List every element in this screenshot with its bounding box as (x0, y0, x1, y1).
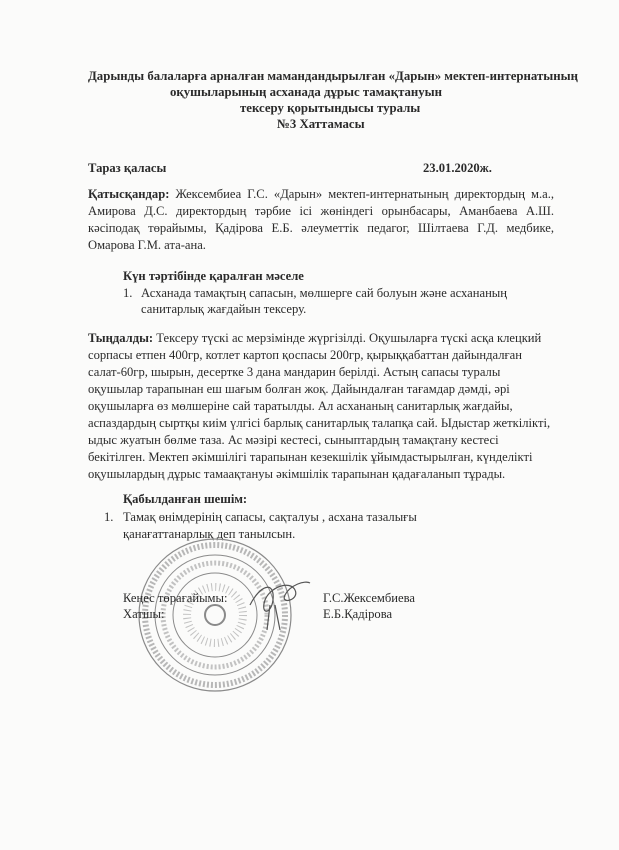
title-line-1: Дарынды балаларға арналған мамандандырылған «Дарын» мектеп-интернатының (88, 69, 578, 83)
participants-text: Жексембиеа Г.С. «Дарын» мектеп-интернатының директордың м.а., Амирова Д.С. директордың тәрбие ісі жөніндегі орынбасары, Аманбаева А.Ш. кәсіподақ төрайымы, Қадірова Е.Б. әлеуметтік педагог, Шілтаева Г.Д. медбике, Омарова Г.М. ата-ана. (88, 187, 554, 252)
decision-heading: Қабылданған шешім: (123, 492, 248, 506)
signature-role: Кеңес төрағайымы: (123, 591, 228, 605)
participants (88, 186, 554, 254)
signature-row-chair (123, 591, 227, 606)
agenda-heading: Күн тәртібінде қаралған мәселе (123, 269, 304, 283)
decision-item-number: 1. (104, 510, 114, 524)
document-title (60, 68, 580, 132)
heard-text: Тексеру түскі ас мерзімінде жүргізілді. Оқушыларға түскі асқа клецкий сорпасы етпен 400гр, котлет картоп қоспасы 200гр, қырыққабаттан дайындалған салат-60гр, шырын, десертке 3 дана мандарин берілді. Астың сапасы туралы оқушылар тарапынан еш шағым болған жоқ. Дайындалған тағамдар дәмді, әрі оқушыларға өз мөлшеріне сай таратылды. Ал асхананың санитарлық жағдайы, аспаздардың сыртқы киім үлгісі барлық санитарлық талапқа сай. Ыдыстар жеткілікті, ыдыс жуатын бөлме таза. Ас мәзірі кестесі, сыныптардың тамақтану кестесі бекітілген. Мектеп әкімшілігі тарапынан кезекшілік ұйымдастырылған, күнделікті оқушылардың дұрыс тамаақтануы әкімшілік тарапынан қадағаланып тұрады. (88, 331, 551, 481)
signature-name-chair: Г.С.Жексембиева (323, 591, 416, 605)
heard-section (88, 330, 552, 483)
agenda-item-number: 1. (123, 286, 133, 300)
participants-label: Қатысқандар: (88, 187, 170, 201)
signature-role: Хатшы: (123, 607, 165, 621)
signature-mark (245, 575, 315, 635)
place: Тараз қаласы (88, 161, 167, 175)
title-line-3: тексеру қорытындысы туралы (240, 101, 421, 115)
agenda-item (123, 285, 523, 317)
heard-label: Тыңдалды: (88, 331, 154, 345)
signature-name-secretary: Е.Б.Қадірова (323, 607, 393, 621)
title-line-4: №3 Хаттамасы (277, 117, 365, 131)
title-line-2: оқушыларының асханада дұрыс тамақтануын (170, 85, 443, 99)
agenda-item-text: Асханада тамақтың сапасын, мөлшерге сай болуын және асхананың санитарлық жағдайын тексеру. (141, 286, 508, 316)
signature-row-secretary (123, 607, 165, 622)
decision-item-text: Тамақ өнімдерінің сапасы, сақталуы , асхана тазалығы қанағаттанарлық деп танылсын. (123, 510, 417, 541)
date: 23.01.2020ж. (423, 161, 492, 175)
